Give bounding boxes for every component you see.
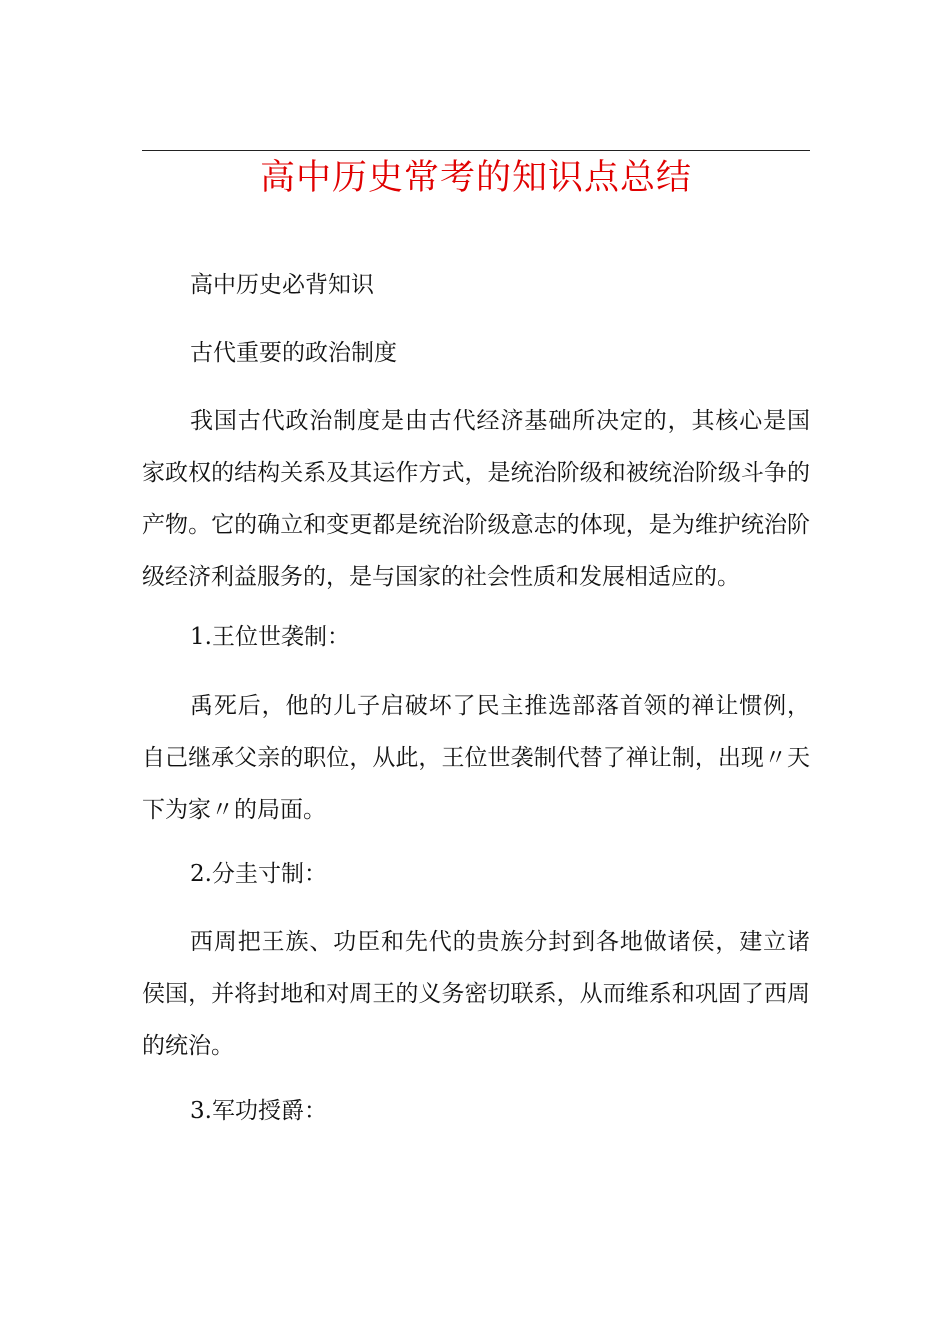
paragraph-heading-hereditary-monarchy: 1.王位世袭制： (190, 624, 350, 650)
paragraph-heading-enfeoffment: 2.分圭寸制： (190, 861, 327, 887)
paragraph-political-systems-intro: 我国古代政治制度是由古代经济基础所决定的，其核心是国家政权的结构关系及其运作方式，是统治阶级和被统治阶级斗争的产物。它的确立和变更都是统治阶级意志的体现，是为维护统治阶级经济利益服务的，是与国家的社会性质和发展相适应的。 (142, 408, 810, 590)
paragraph-heading-military-merit: 3.军功授爵： (190, 1098, 327, 1124)
paragraph-hereditary-monarchy-body: 禹死后，他的儿子启破坏了民主推选部落首领的禅让惯例，自己继承父亲的职位，从此，王位世袭制代替了禅让制，出现〃天下为家〃的局面。 (142, 693, 810, 823)
paragraph-enfeoffment-body: 西周把王族、功臣和先代的贵族分封到各地做诸侯，建立诸侯国，并将封地和对周王的义务密切联系，从而维系和巩固了西周的统治。 (142, 929, 810, 1059)
document-title: 高中历史常考的知识点总结 (259, 158, 692, 198)
paragraph-heading-political-systems: 古代重要的政治制度 (190, 340, 397, 366)
paragraph-heading-must-know: 高中历史必背知识 (190, 272, 374, 298)
